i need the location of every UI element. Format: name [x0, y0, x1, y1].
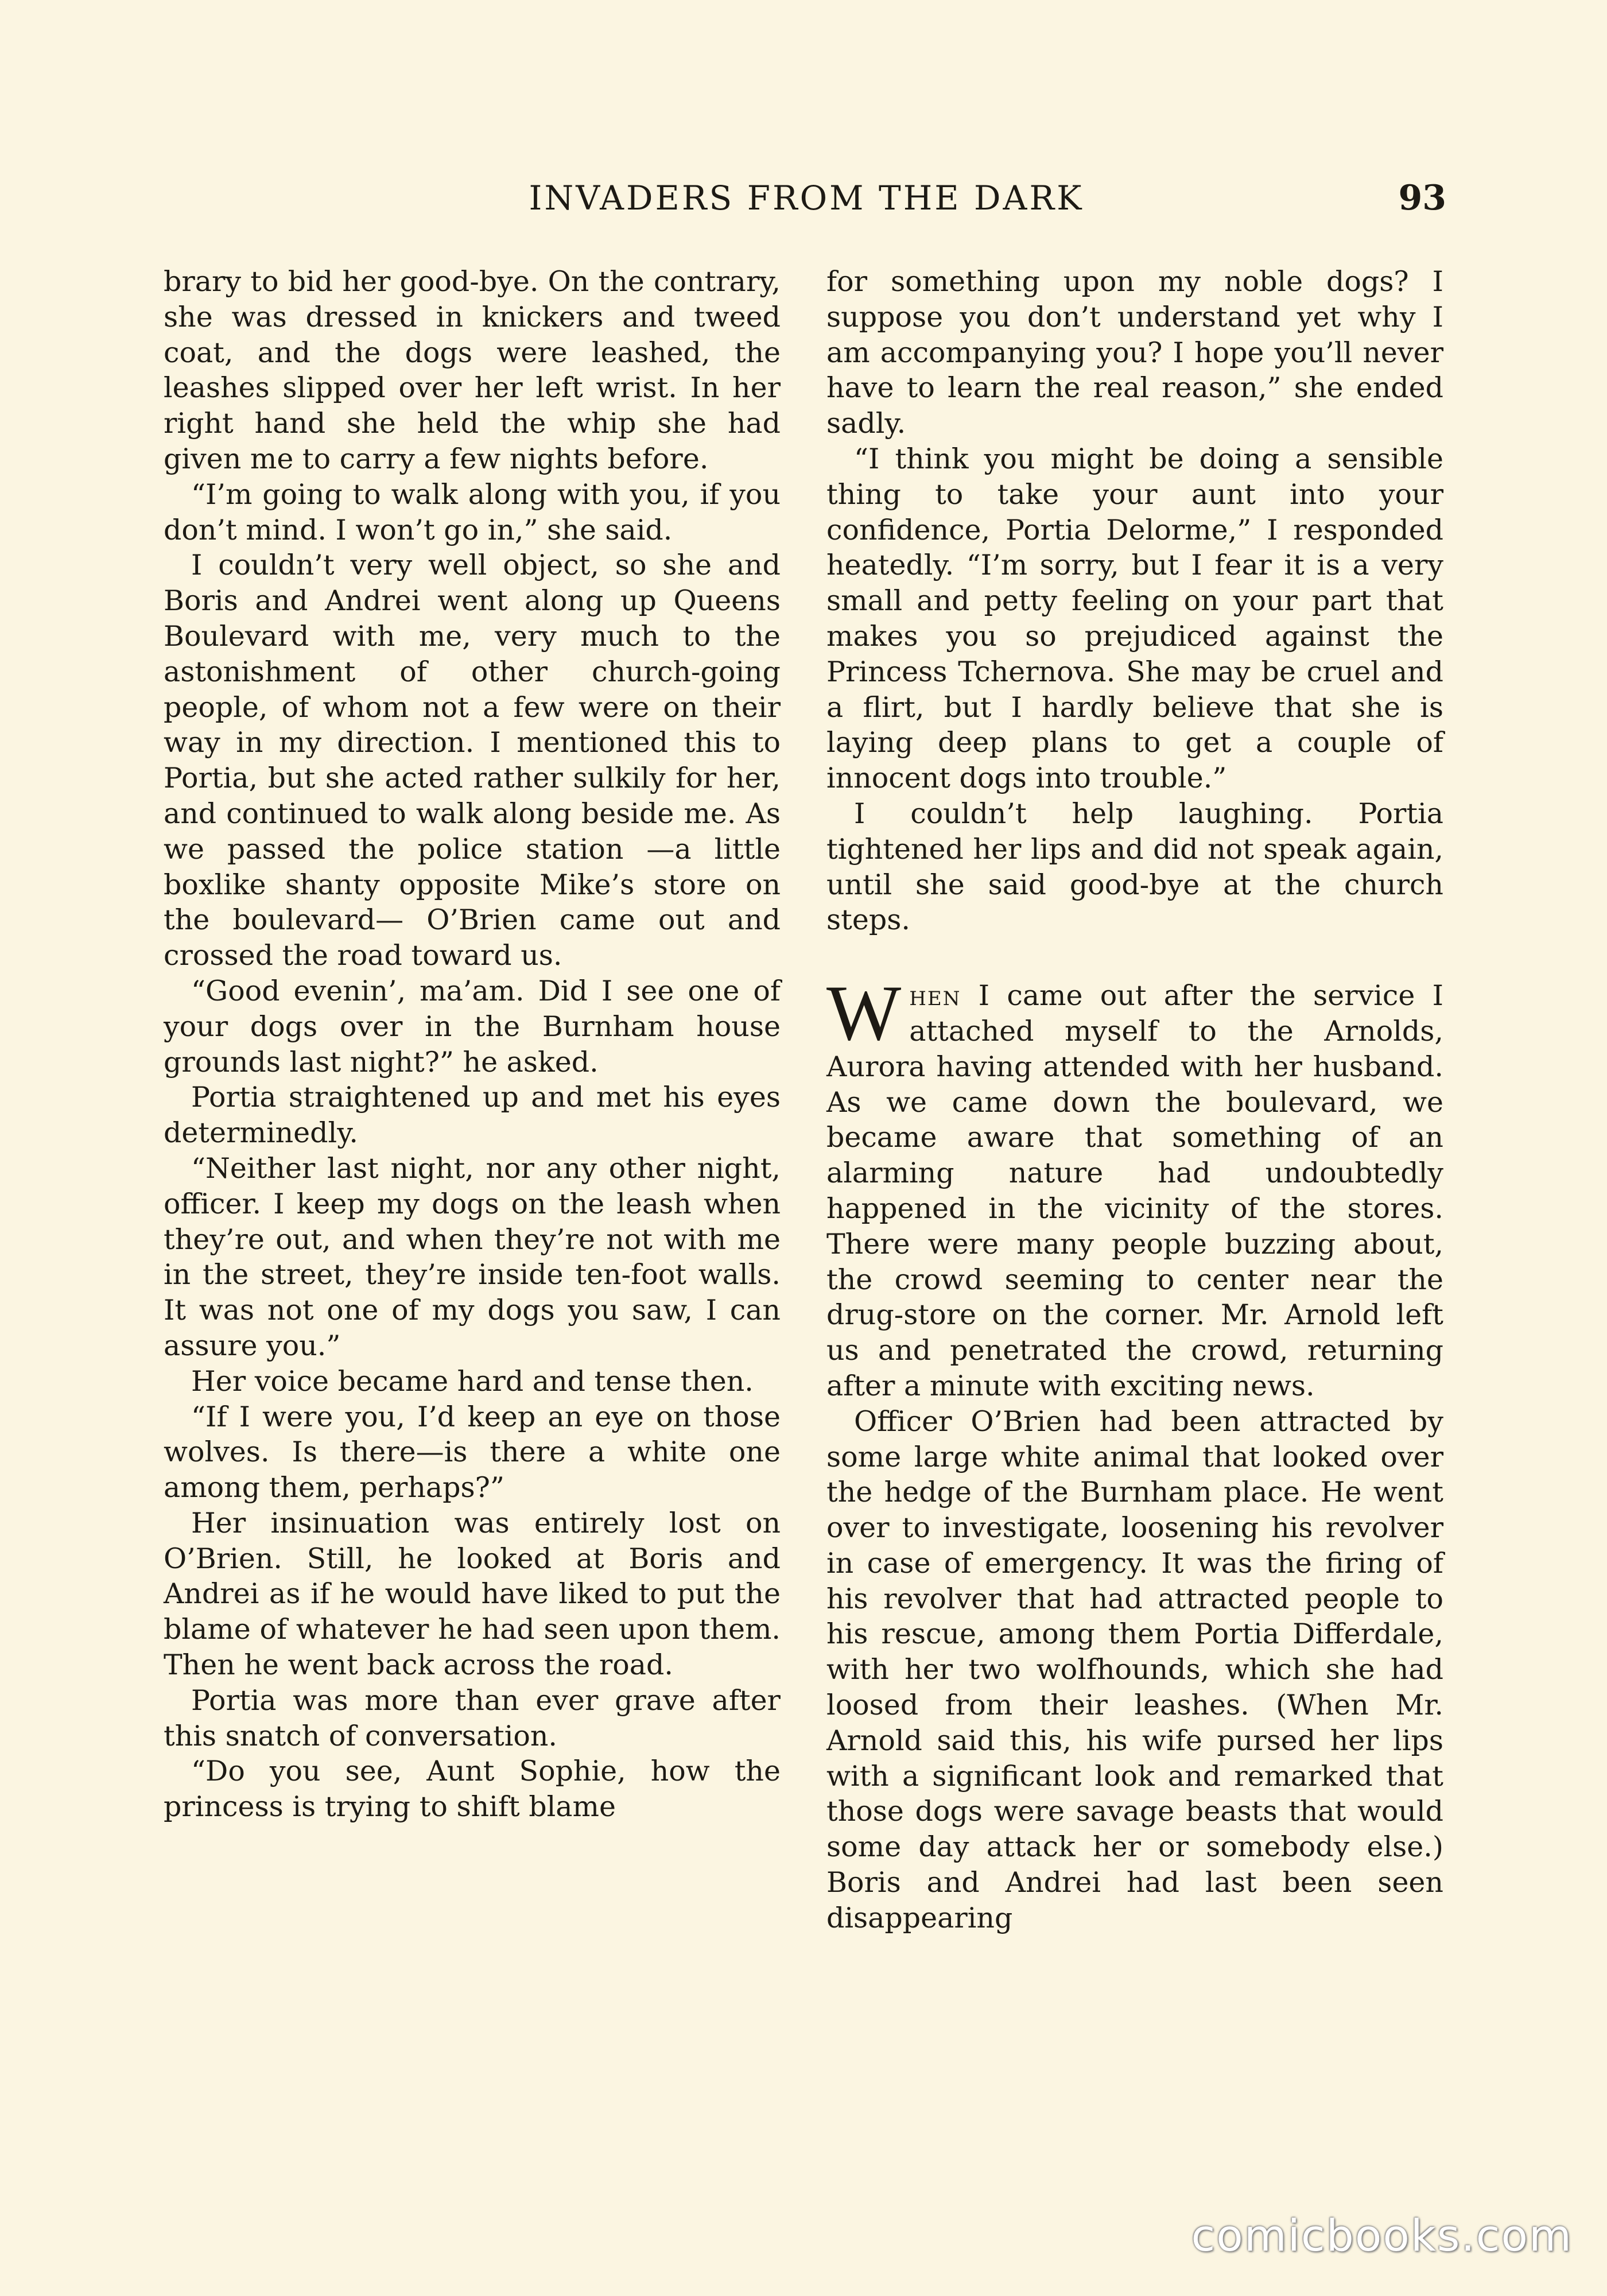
paragraph: Portia was more than ever grave after this snatch of conversation. [164, 1684, 781, 1752]
paragraph: Her voice became hard and tense then. [191, 1364, 754, 1398]
paragraph: Her insinuation was entirely lost on O’Brien. Still, he looked at Boris and Andrei as if he would have liked to put the blame of whatever he had seen upon them. Then he went back across the road. [164, 1506, 781, 1682]
section-opening-paragraph [826, 969, 1443, 1404]
paragraph: Officer O’Brien had been attracted by some large white animal that looked over the hedge of the Burnham place. He went over to investigate, loosening his revolver in case of emergency. It was the firing of his revolver that had attracted people to his rescue, among them Portia Differdale, with her two wolfhounds, which she had loosed from their leashes. (When Mr. Arnold said this, his wife pursed her lips with a significant look and remarked that those dogs were savage beasts that would some day attack her or somebody else.) Boris and Andrei had last been seen disappearing [826, 1405, 1443, 1934]
paragraph: “Good evenin’, ma’am. Did I see one of your dogs over in the Burnham house grounds last night?” he asked. [164, 974, 781, 1079]
paragraph: for something upon my noble dogs? I suppose you don’t understand yet why I am accompanying you? I hope you’ll never have to learn the real reason,” she ended sadly. [826, 265, 1443, 440]
paragraph: brary to bid her good-bye. On the contrary, she was dressed in knickers and tweed coat, and the dogs were leashed, the leashes slipped over her left wrist. In her right hand she held the whip she had given me to carry a few nights before. [164, 265, 781, 475]
drop-cap: W [826, 969, 902, 1057]
paragraph: “Neither last night, nor any other night, officer. I keep my dogs on the leash when they’re out, and when they’re not with me in the street, they’re inside ten-foot walls. It was not one of my dogs you saw, I can assure you.” [164, 1151, 781, 1362]
running-title: INVADERS FROM THE DARK [529, 179, 1084, 218]
paragraph: “I think you might be doing a sensible thing to take your aunt into your confidence, Portia Delorme,” I responded heatedly. “I’m sorry, but I fear it is a very small and petty feeling on your part that makes you so prejudiced against the Princess Tchernova. She may be cruel and a flirt, but I hardly believe that she is laying deep plans to get a couple of innocent dogs into trouble.” [826, 442, 1443, 795]
paragraph-text: I came out after the service I attached myself to the Arnolds, Aurora having attended with her husband. As we came down the boulevard, we became aware that something of an alarming nature had undoubtedly happened in the vicinity of the stores. There were many people buzzing about, the crowd seeming to center near the drug-store on the corner. Mr. Arnold left us and penetrated the crowd, returning after a minute with exciting news. [826, 979, 1443, 1402]
running-head [166, 175, 1446, 221]
paragraph: “Do you see, Aunt Sophie, how the princess is trying to shift blame [164, 1755, 781, 1824]
paragraph: “If I were you, I’d keep an eye on those wolves. Is there—is there a white one among them, perhaps?” [164, 1400, 781, 1504]
watermark-logo: comicbooks.com [1191, 2210, 1573, 2261]
paragraph: I couldn’t very well object, so she and Boris and Andrei went along up Queens Boulevard with me, very much to the astonishment of other church-going people, of whom not a few were on their way in my direction. I mentioned this to Portia, but she acted rather sulkily for her, and continued to walk along beside me. As we passed the police station —a little boxlike shanty opposite Mike’s store on the boulevard— O’Brien came out and crossed the road toward us. [164, 549, 781, 972]
small-caps-lead: hen [909, 979, 961, 1013]
right-column [826, 264, 1443, 1936]
paragraph: Portia straightened up and met his eyes determinedly. [164, 1081, 781, 1150]
left-column [164, 264, 781, 1825]
page-number: 93 [1398, 178, 1446, 218]
paragraph: “I’m going to walk along with you, if you don’t mind. I won’t go in,” she said. [164, 478, 781, 546]
paragraph: I couldn’t help laughing. Portia tightened her lips and did not speak again, until she said good-bye at the church steps. [826, 797, 1443, 937]
